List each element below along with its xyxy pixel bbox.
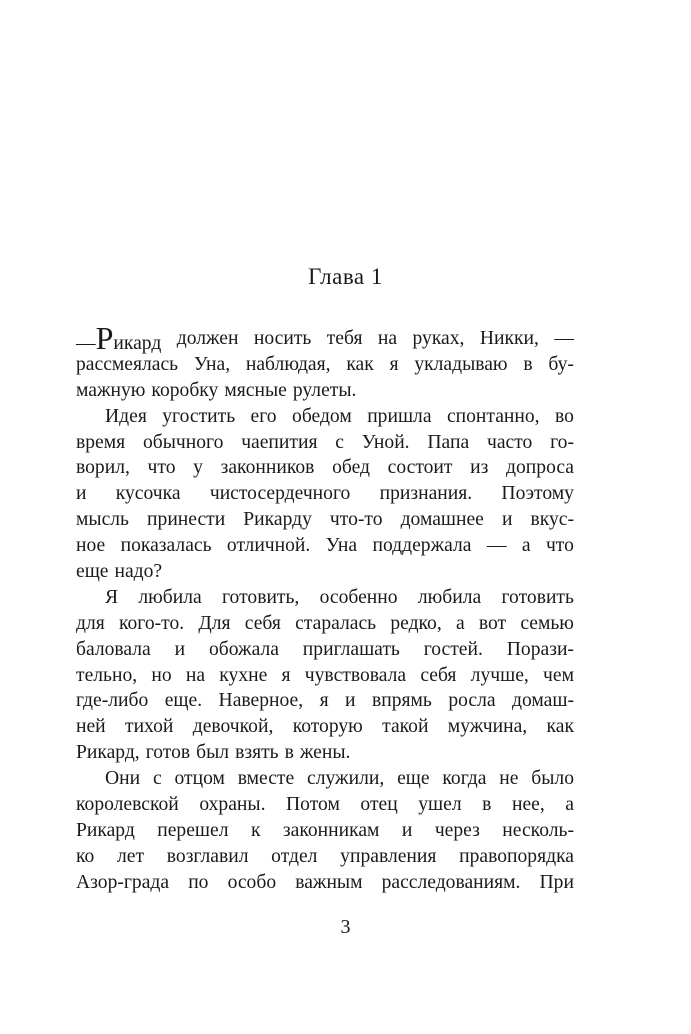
word: впрямь <box>371 690 432 712</box>
word: как <box>346 353 374 375</box>
word: кухне <box>219 664 268 686</box>
word: что <box>545 535 574 557</box>
word: Азор-града <box>76 871 170 893</box>
word: законникам <box>282 819 380 841</box>
word: мясные <box>224 379 287 401</box>
word: — <box>554 328 574 349</box>
word: Я <box>105 586 119 608</box>
word: в <box>284 742 294 764</box>
word: старалась <box>295 612 377 634</box>
word: вот <box>478 612 507 634</box>
word: чистосердечного <box>209 483 351 505</box>
word: отличной. <box>226 535 311 557</box>
word: Рикарду <box>243 509 312 531</box>
word: обедом <box>292 405 352 427</box>
word: ное <box>76 535 106 557</box>
word: его <box>250 405 277 427</box>
text-line <box>76 533 574 559</box>
word: отдел <box>271 845 318 867</box>
word: время <box>76 431 126 453</box>
word: и <box>401 819 413 841</box>
word: я <box>389 353 399 375</box>
word: взять <box>235 742 279 764</box>
word: надо? <box>114 561 163 583</box>
word: носить <box>253 328 312 349</box>
word: бу- <box>548 353 574 375</box>
word: не <box>499 768 519 790</box>
word: Рикард, <box>76 742 140 764</box>
text-line <box>76 320 574 356</box>
word: наблюдая, <box>245 353 331 375</box>
word: Потом <box>286 794 340 816</box>
word: семью <box>520 612 574 634</box>
word: го- <box>550 431 574 453</box>
word: вкус- <box>530 509 574 531</box>
text-line <box>76 818 574 844</box>
word: я <box>281 664 291 686</box>
word: еще <box>76 561 109 583</box>
word: у <box>193 457 203 479</box>
word: домашнее <box>400 509 484 531</box>
word: законников <box>220 457 315 479</box>
word: важным <box>295 871 363 893</box>
word: с <box>152 768 162 790</box>
word: коробку <box>151 379 219 401</box>
word: по <box>188 871 209 893</box>
word: рулеты. <box>292 379 357 401</box>
word: еще <box>397 768 430 790</box>
text-line <box>76 792 574 818</box>
text-line <box>76 870 574 896</box>
word: но <box>151 664 172 686</box>
word: себя <box>244 612 281 634</box>
word: Наверное, <box>218 690 304 712</box>
word: несколь- <box>502 819 574 841</box>
word: чем <box>543 664 574 686</box>
word: жены. <box>299 742 351 764</box>
text-line <box>76 663 574 689</box>
word: к <box>250 819 261 841</box>
word: тельно, <box>76 664 138 686</box>
word: кого-то. <box>118 612 185 634</box>
word: особенно <box>319 586 398 608</box>
word: чаепития <box>241 431 318 453</box>
word: девочкой, <box>192 716 274 738</box>
text-line <box>76 844 574 870</box>
text-line <box>76 352 574 378</box>
word: баловала <box>76 638 151 660</box>
page-number: 3 <box>340 916 351 938</box>
word: гостей. <box>423 638 483 660</box>
word: как <box>546 716 574 738</box>
word: был <box>196 742 230 764</box>
drop-cap: Р <box>95 320 114 356</box>
word: кусочка <box>115 483 181 505</box>
word: спонтанно, <box>446 405 540 427</box>
word: а <box>521 535 531 557</box>
word: где-либо <box>76 690 149 712</box>
word: особо <box>227 871 277 893</box>
text-line <box>76 611 574 637</box>
word: признания. <box>379 483 473 505</box>
word: еще. <box>164 690 203 712</box>
word: лучше, <box>470 664 529 686</box>
word: а <box>455 612 465 634</box>
word: поддержала <box>372 535 472 557</box>
word: королевской <box>76 794 179 816</box>
word: было <box>531 768 574 790</box>
word: с <box>335 431 344 453</box>
word: служили, <box>307 768 385 790</box>
word: и <box>345 690 356 712</box>
word: домаш- <box>512 690 574 712</box>
text-line <box>76 585 574 611</box>
text-line <box>76 766 574 792</box>
word: правопорядка <box>459 845 574 867</box>
word: Уна, <box>193 353 231 375</box>
word: любила <box>417 586 482 608</box>
word: что <box>147 457 176 479</box>
word: и <box>501 509 513 531</box>
word: —Рикард <box>76 320 162 356</box>
word: готов <box>145 742 191 764</box>
text-line <box>76 714 574 740</box>
word: ко <box>76 845 95 867</box>
word: отец <box>360 794 398 816</box>
word: мужчина, <box>447 716 528 738</box>
word: рассмеялась <box>76 353 179 375</box>
word: мажную <box>76 379 146 401</box>
text-line <box>76 559 574 585</box>
word: Никки, <box>479 328 539 349</box>
word: Порази- <box>506 638 574 660</box>
word: Рикард <box>76 819 135 841</box>
word: обожала <box>208 638 279 660</box>
word: укладываю <box>414 353 508 375</box>
word: — <box>486 535 507 557</box>
word: готовить, <box>222 586 300 608</box>
text-line <box>76 404 574 430</box>
text-line <box>76 507 574 533</box>
word: мысль <box>76 509 129 531</box>
word: показалась <box>120 535 212 557</box>
word: тебя <box>326 328 363 349</box>
text-line <box>76 637 574 663</box>
text-line <box>76 430 574 456</box>
word: на <box>377 328 398 349</box>
word: которую <box>292 716 363 738</box>
text-line <box>76 740 574 766</box>
text-line <box>76 378 574 404</box>
word: в <box>523 353 533 375</box>
word: в <box>482 794 492 816</box>
word: росла <box>448 690 496 712</box>
word: и <box>174 638 186 660</box>
word: руках, <box>412 328 465 349</box>
word: отцом <box>174 768 225 790</box>
word: для <box>76 612 105 634</box>
word: и <box>76 483 87 505</box>
word: ворил, <box>76 457 130 479</box>
word: такой <box>382 716 429 738</box>
word: угостить <box>162 405 236 427</box>
word: обед <box>332 457 370 479</box>
word: во <box>555 405 574 427</box>
word: расследованиям. <box>381 871 521 893</box>
text-line <box>76 481 574 507</box>
word: управления <box>340 845 437 867</box>
word: охраны. <box>199 794 266 816</box>
word: я <box>319 690 329 712</box>
word: на <box>185 664 206 686</box>
word: При <box>539 871 574 893</box>
word: возглавил <box>166 845 249 867</box>
word: Для <box>198 612 231 634</box>
word: приглашать <box>302 638 400 660</box>
word: нее, <box>511 794 545 816</box>
word: тихой <box>125 716 174 738</box>
word: из <box>470 457 489 479</box>
word: обычного <box>142 431 224 453</box>
word: Они <box>105 768 141 790</box>
word: себя <box>420 664 457 686</box>
word: что-то <box>329 509 383 531</box>
text-line <box>76 688 574 714</box>
word: когда <box>442 768 487 790</box>
word: ушел <box>418 794 462 816</box>
word: пришла <box>367 405 432 427</box>
word: вместе <box>237 768 295 790</box>
body-text <box>76 320 574 896</box>
chapter-title: Глава 1 <box>308 264 383 289</box>
word: Уна <box>325 535 358 557</box>
word: Идея <box>105 405 147 427</box>
word: часто <box>486 431 533 453</box>
word: а <box>565 794 574 816</box>
word: любила <box>138 586 202 608</box>
word: Уной. <box>361 431 410 453</box>
word: состоит <box>387 457 453 479</box>
word: через <box>434 819 480 841</box>
word: принести <box>147 509 226 531</box>
word: ней <box>76 716 106 738</box>
word: перешел <box>157 819 229 841</box>
word: редко, <box>390 612 442 634</box>
word: Поэтому <box>501 483 574 505</box>
word: Папа <box>427 431 470 453</box>
word: лет <box>117 845 145 867</box>
word: должен <box>176 328 239 349</box>
text-line <box>76 455 574 481</box>
word: готовить <box>501 586 574 608</box>
word: допроса <box>506 457 574 479</box>
word: чувствовала <box>304 664 407 686</box>
